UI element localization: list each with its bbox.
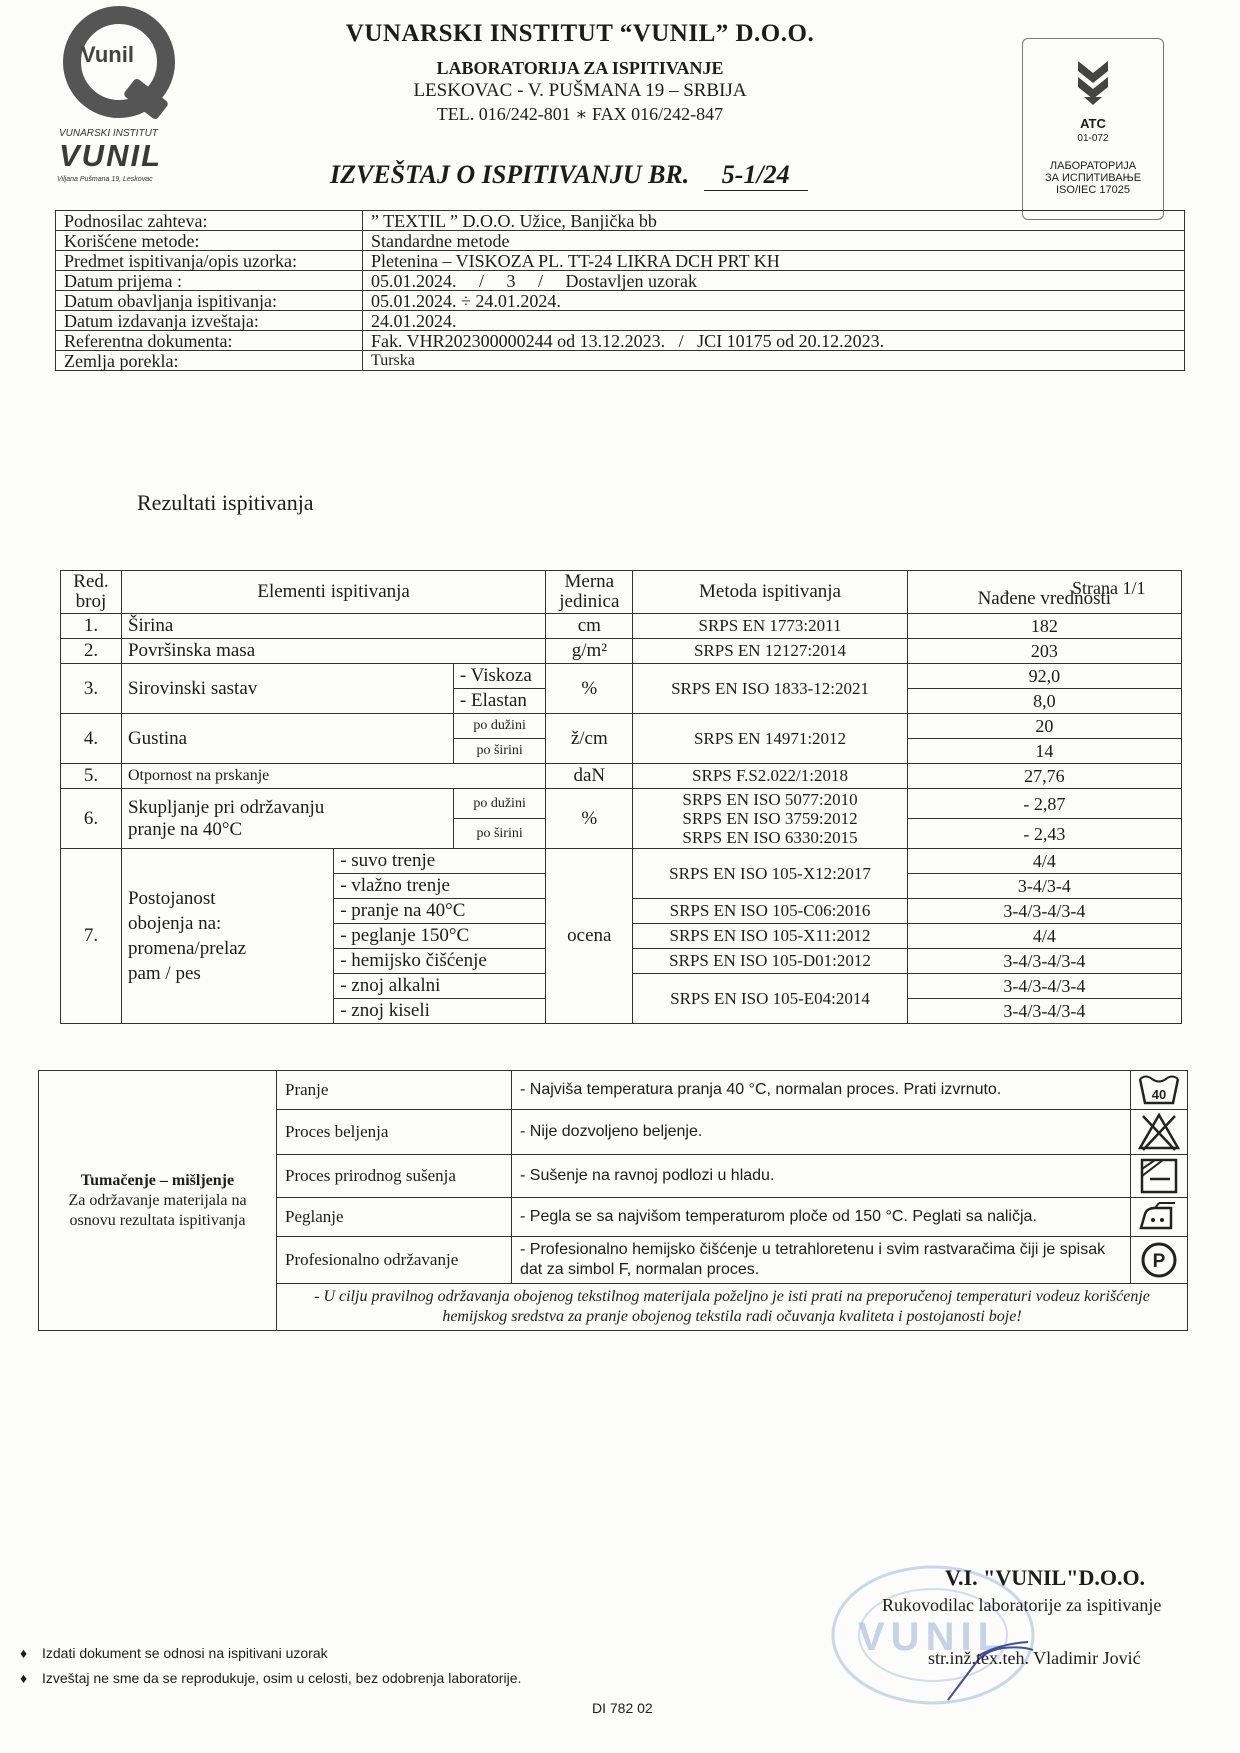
signature-role: Rukovodilac laboratorije za ispitivanje <box>882 1595 1162 1615</box>
row-value: 3-4/3-4/3-4 <box>907 899 1181 924</box>
row-sub: - Viskoza <box>453 664 545 689</box>
interpretation-label <box>39 1071 277 1331</box>
row-unit: % <box>546 789 633 849</box>
row-method: SRPS EN ISO 105-E04:2014 <box>633 974 907 1024</box>
row-value: 203 <box>907 639 1181 664</box>
laboratory-name: LABORATORIJA ZA ISPITIVANJE <box>436 58 724 78</box>
row-sub: - peglanje 150°C <box>334 924 546 949</box>
row-method-line: SRPS EN ISO 6330:2015 <box>682 828 858 847</box>
accreditation-line-1: ЛАБОРАТОРИЈА <box>1049 160 1137 172</box>
info-value: 05.01.2024. ÷ 24.01.2024. <box>363 291 1185 311</box>
table-header-row <box>61 571 1182 614</box>
row-no: 5. <box>61 764 122 789</box>
row-sub: - znoj kiseli <box>334 999 546 1024</box>
row-unit: cm <box>546 614 633 639</box>
flat-dry-shade-icon <box>1139 1157 1179 1195</box>
info-label: Datum prijema : <box>56 271 363 291</box>
row-value: - 2,43 <box>907 819 1181 849</box>
header-values: Nađene vrednosti <box>907 571 1181 614</box>
row-sub: po širini <box>453 739 545 764</box>
footer-note-1 <box>20 1645 328 1661</box>
row-name-line-3: promena/prelaz <box>127 938 247 959</box>
row-method <box>633 789 907 849</box>
care-symbol-cell <box>1131 1198 1188 1237</box>
logo-institute-label: VUNARSKI INSTITUT <box>59 128 158 139</box>
wash-40-icon <box>1137 1073 1181 1107</box>
info-label: Datum izdavanja izveštaja: <box>56 311 363 331</box>
vunil-logo <box>55 6 190 181</box>
institute-name: VUNARSKI INSTITUT “VUNIL” D.O.O. <box>345 20 815 47</box>
row-sub: - Elastan <box>453 689 545 714</box>
info-row <box>56 311 1185 331</box>
signature-name: str.inž.tex.teh. Vladimir Jović <box>928 1648 1141 1668</box>
table-row <box>61 789 1182 819</box>
contact: TEL. 016/242-801 ∗ FAX 016/242-847 <box>436 104 724 124</box>
accreditation-text <box>1023 160 1163 196</box>
care-symbol-cell <box>1131 1237 1188 1284</box>
row-name-line-1: Skupljanje pri održavanju <box>127 796 325 818</box>
report-title-text: IZVEŠTAJ O ISPITIVANJU BR. <box>330 160 690 189</box>
accreditation-line-3: ISO/IEC 17025 <box>1056 184 1130 196</box>
info-value: Pletenina – VISKOZA PL. TT-24 LIKRA DCH PRT KH <box>363 251 1185 271</box>
info-row <box>56 351 1185 371</box>
interpretation-title: Tumačenje – mišljenje <box>80 1171 235 1189</box>
atc-mark-icon <box>1070 57 1116 107</box>
interpretation-table <box>38 1070 1188 1331</box>
row-method: SRPS EN ISO 105-X11:2012 <box>633 924 907 949</box>
info-row <box>56 291 1185 311</box>
row-value: 27,76 <box>907 764 1181 789</box>
signature-company: V.I. "VUNIL"D.O.O. <box>945 1565 1146 1590</box>
info-row <box>56 211 1185 231</box>
header-method-text: Metoda ispitivanja <box>699 581 841 602</box>
care-row <box>39 1071 1188 1110</box>
row-sub: - hemijsko čišćenje <box>334 949 546 974</box>
accreditation-name: ATC <box>1080 116 1106 131</box>
care-text: - Profesionalno hemijsko čišćenje u tetrahloretenu i svim rastvaračima čiji je spisak dat za simbol F, normalan proces. <box>512 1237 1131 1284</box>
row-sub: po dužini <box>453 714 545 739</box>
row-value: 14 <box>907 739 1181 764</box>
document-code: DI 782 02 <box>592 1700 653 1716</box>
bullet-icon: ♦ <box>20 1670 28 1686</box>
report-number: 5-1/24 <box>704 160 808 191</box>
row-name-line-2: pranje na 40°C <box>127 818 243 840</box>
info-label: Predmet ispitivanja/opis uzorka: <box>56 251 363 271</box>
row-value: 3-4/3-4 <box>907 874 1181 899</box>
dry-clean-letter: P <box>1152 1251 1166 1272</box>
info-row <box>56 331 1185 351</box>
address: LESKOVAC - V. PUŠMANA 19 – SRBIJA <box>413 80 747 101</box>
accreditation-badge <box>1022 38 1164 220</box>
row-name <box>121 849 333 1024</box>
row-value: 4/4 <box>907 849 1181 874</box>
footer-note-text: Izveštaj ne sme da se reprodukuje, osim u celosti, bez odobrenja laboratorije. <box>42 1670 522 1686</box>
care-label: Peglanje <box>277 1198 512 1237</box>
wash-temp-label: 40 <box>1151 1087 1167 1102</box>
table-row <box>61 614 1182 639</box>
row-value: 3-4/3-4/3-4 <box>907 949 1181 974</box>
info-label: Zemlja porekla: <box>56 351 363 371</box>
table-row <box>61 639 1182 664</box>
accreditation-line-2: ЗА ИСПИТИВАЊЕ <box>1044 172 1142 184</box>
row-value: 4/4 <box>907 924 1181 949</box>
info-row <box>56 231 1185 251</box>
info-label: Korišćene metode: <box>56 231 363 251</box>
row-value: 3-4/3-4/3-4 <box>907 999 1181 1024</box>
info-row <box>56 251 1185 271</box>
row-method: SRPS F.S2.022/1:2018 <box>633 764 907 789</box>
request-info-table <box>55 210 1185 371</box>
row-sub: - suvo trenje <box>334 849 546 874</box>
care-label: Proces beljenja <box>277 1110 512 1155</box>
interpretation-subtitle-2: osnovu rezultata ispitivanja <box>69 1211 246 1229</box>
row-name-line-1: Postojanost <box>127 888 216 909</box>
row-no: 4. <box>61 714 122 764</box>
row-name <box>121 789 453 849</box>
row-method: SRPS EN ISO 105-D01:2012 <box>633 949 907 974</box>
row-name: Površinska masa <box>121 639 545 664</box>
header-unit <box>546 571 633 614</box>
row-name: Otpornost na prskanje <box>121 764 545 789</box>
row-unit: ocena <box>546 849 633 1024</box>
row-method: SRPS EN ISO 105-X12:2017 <box>633 849 907 899</box>
row-value: 20 <box>907 714 1181 739</box>
report-title <box>330 160 808 191</box>
row-method: SRPS EN 14971:2012 <box>633 714 907 764</box>
header-no <box>61 571 122 614</box>
care-label: Pranje <box>277 1071 512 1110</box>
row-value: - 2,87 <box>907 789 1181 819</box>
logo-address: Viljana Pušmana 19, Leskovac <box>57 176 153 183</box>
logo-word: Vunil <box>81 42 134 67</box>
info-row <box>56 271 1185 291</box>
info-value: Fak. VHR202300000244 od 13.12.2023. / JCI 10175 od 20.12.2023. <box>363 331 1185 351</box>
row-sub: - vlažno trenje <box>334 874 546 899</box>
row-unit: % <box>546 664 633 714</box>
row-value: 182 <box>907 614 1181 639</box>
row-value: 3-4/3-4/3-4 <box>907 974 1181 999</box>
care-label: Proces prirodnog sušenja <box>277 1155 512 1198</box>
stamp-text: VUNIL <box>858 1615 1008 1659</box>
table-row <box>61 849 1182 874</box>
row-method-line: SRPS EN ISO 3759:2012 <box>682 809 858 828</box>
care-text: - Najviša temperatura pranja 40 °C, normalan proces. Prati izvrnuto. <box>512 1071 1131 1110</box>
row-method-line: SRPS EN ISO 5077:2010 <box>682 790 858 809</box>
info-value: 05.01.2024. / 3 / Dostavljen uzorak <box>363 271 1185 291</box>
info-value: ” TEXTIL ” D.O.O. Užice, Banjička bb <box>363 211 1185 231</box>
no-bleach-icon <box>1137 1112 1181 1152</box>
row-unit: ž/cm <box>546 714 633 764</box>
row-sub: - znoj alkalni <box>334 974 546 999</box>
care-symbol-cell <box>1131 1155 1188 1198</box>
row-no: 7. <box>61 849 122 1024</box>
table-row <box>61 714 1182 739</box>
row-name: Širina <box>121 614 545 639</box>
row-name-line-4: pam / pes <box>127 963 201 984</box>
care-symbol-cell <box>1131 1110 1188 1155</box>
care-note: - U cilju pravilnog održavanja obojenog tekstilnog materijala poželjno je isti prati na preporučenoj temperaturi vodeuz korišćenje hemijskog sredstva za pranje obojenog tekstila radi očuvanja kvaliteta i postojanosti boje! <box>277 1284 1188 1331</box>
row-name: Sirovinski sastav <box>121 664 453 714</box>
table-row <box>61 664 1182 689</box>
row-sub: - pranje na 40°C <box>334 899 546 924</box>
dry-clean-p-icon <box>1139 1240 1179 1280</box>
care-text: - Nije dozvoljeno beljenje. <box>512 1110 1131 1155</box>
row-no: 1. <box>61 614 122 639</box>
care-text: - Pegla se sa najvišom temperaturom ploče od 150 °C. Peglati sa naličja. <box>512 1198 1131 1237</box>
iron-150-icon <box>1137 1200 1181 1234</box>
header-elements: Elementi ispitivanja <box>121 571 545 614</box>
row-name-line-2: obojenja na: <box>127 913 222 934</box>
interpretation-subtitle-1: Za održavanje materijala na <box>68 1191 247 1209</box>
row-method: SRPS EN ISO 105-C06:2016 <box>633 899 907 924</box>
row-unit: g/m² <box>546 639 633 664</box>
row-method: SRPS EN ISO 1833-12:2021 <box>633 664 907 714</box>
row-sub: po dužini <box>453 789 545 819</box>
care-text: - Sušenje na ravnoj podlozi u hladu. <box>512 1155 1131 1198</box>
logo-brand: VUNIL <box>59 138 162 173</box>
header-no-text: Red. broj <box>73 571 109 612</box>
info-value: Standardne metode <box>363 231 1185 251</box>
results-table <box>60 570 1182 1024</box>
info-label: Referentna dokumenta: <box>56 331 363 351</box>
table-row <box>61 764 1182 789</box>
results-heading: Rezultati ispitivanja <box>137 490 314 515</box>
header-method <box>633 571 907 614</box>
footer-note-2 <box>20 1670 521 1686</box>
page-number: Strana 1/1 <box>1072 578 1146 598</box>
row-method: SRPS EN 1773:2011 <box>633 614 907 639</box>
row-sub: po širini <box>453 819 545 849</box>
row-method: SRPS EN 12127:2014 <box>633 639 907 664</box>
footer-note-text: Izdati dokument se odnosi na ispitivani uzorak <box>42 1645 328 1661</box>
row-no: 2. <box>61 639 122 664</box>
bullet-icon: ♦ <box>20 1645 28 1661</box>
care-symbol-cell <box>1131 1071 1188 1110</box>
info-value: 24.01.2024. <box>363 311 1185 331</box>
row-unit: daN <box>546 764 633 789</box>
row-name: Gustina <box>121 714 453 764</box>
row-value: 92,0 <box>907 664 1181 689</box>
row-value: 8,0 <box>907 689 1181 714</box>
info-label: Datum obavljanja ispitivanja: <box>56 291 363 311</box>
info-value: Turska <box>363 351 1185 371</box>
accreditation-number: 01-072 <box>1077 133 1109 144</box>
row-no: 6. <box>61 789 122 849</box>
info-label: Podnosilac zahteva: <box>56 211 363 231</box>
header-unit-text: Merna jedinica <box>559 571 620 612</box>
row-no: 3. <box>61 664 122 714</box>
care-label: Profesionalno održavanje <box>277 1237 512 1284</box>
